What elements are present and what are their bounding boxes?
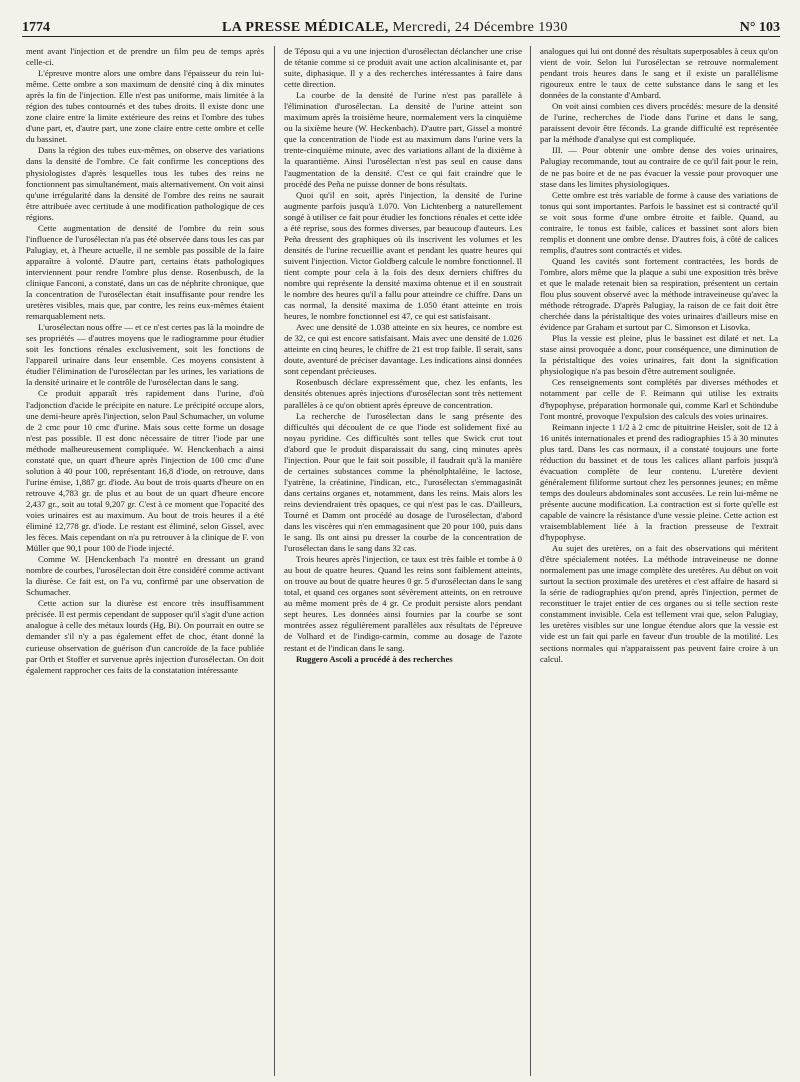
paragraph: Reimann injecte 1 1/2 à 2 cmc de pituitrine Heisler, soit de 12 à 16 unités internationales et prend des radiographies 15 à 30 minutes plus tard. Dans les cas normaux, il a constaté toujours une forte réduction du bassinet et de tous les calices allant parfois jusqu'à évacuation complète de leur contenu. L'uretère devient généralement filiforme surtout chez les personnes jeunes; en même temps des douleurs abdominales sont accusées. Le rein lui-même ne présente aucune modification. La contraction est si forte qu'elle est capable de vaincre la résistance d'une vessie pleine. Cette action est vraisemblablement liée à la fraction presseuse de l'extrait d'hypophyse. (540, 421, 778, 543)
column-rule (530, 46, 531, 1076)
page-number: 1774 (22, 20, 50, 35)
paragraph: Ruggero Ascoli a procédé à des recherches (296, 653, 453, 664)
paragraph: III. — Pour obtenir une ombre dense des voies urinaires, Palugiay recommande, tout au contraire de ce qu'il fait pour le rein, de ne pas boire et de ne pas évacuer la vessie pour provoquer une stase dans les limites physiologiques. (540, 145, 778, 189)
paragraph: Quand les cavités sont fortement contractées, les bords de l'ombre, alors même que la plaque a subi une exposition très brève et que le malade retenait bien sa respiration, présentent un certain flou plus souvent observé avec la méthode intraveineuse qu'avec la méthode rétrograde. D'après Palugiay, la raison de ce fait doit être cherchée dans la péristaltique des voies urinaires d'ailleurs mise en évidence par Graham et surtout par C. Simonson et Lisovka. (540, 255, 778, 333)
paragraph: Quoi qu'il en soit, après l'injection, la densité de l'urine augmente parfois jusqu'à 1.070. Von Lichtenberg a naturellement songé à utiliser ce fait pour étudier les fonctions rénales et cette idée a été reprise, sous des formes diverses, par beaucoup d'auteurs. Les Peña dressent des graphiques où ils inscrivent les volumes et les densités de l'urine recueillie avant et pendant les quatre heures qui suivent l'injection. Victor Goldberg calcule le nombre fonctionnel. Il tient compte pour cela à la fois des deux derniers chiffres du nombre qui représente la densité maxima obtenue et il en soustrait le nombre des heures qu'il a fallu pour atteindre ce chiffre. Dans un cas normal, la densité maxima de 1.050 étant atteinte en trois heures, le nombre fonctionnel est 47, ce qui est satisfaisant. (284, 189, 522, 322)
paragraph: Au sujet des uretères, on a fait des observations qui méritent d'être spécialement notées. La méthode intraveineuse ne donne normalement pas une image complète des uretères. Au début on voit surtout la section proximale des uretères et c'est affaire de hasard si la série de radiographies qu'on prend, après l'injection, permet de reconstituer le trajet entier de ces organes ou si telle section reste constamment invisible. Cela est tellement vrai que, selon Palugiay, les uretères visibles sur une longue étendue alors que la vessie est vide est un fait qui parle en faveur d'un trouble de la motilité. Les sections normales qui n'apparaissent pas peuvent faire croire à un calcul. (540, 543, 778, 664)
text-column-2 (284, 46, 522, 1076)
paragraph: de Téposu qui a vu une injection d'urosélectan déclancher une crise de tétanie comme si ce produit avait une action alcalinisante et, par suite, diphasique. Il y a des recherches intéressantes à faire dans cette direction. (284, 46, 522, 90)
paragraph: Dans la région des tubes eux-mêmes, on observe des variations dans la densité de l'ombre. Ce fait confirme les conceptions des physiologistes d'après lesquelles tous les tubes des reins ne fonctionnent pas simultanément, mais alternativement. On voit ainsi qu'une irrégularité dans la densité de l'ombre des reins ne saurait être attribuée avec certitude à une modification pathologique de ces régions. (26, 145, 264, 222)
paragraph: Cette action sur la diurèse est encore très insuffisamment précisée. Il est permis cependant de supposer qu'il s'agit d'une action analogue à celle des métaux lourds (Hg, Bi). On pourrait en outre se demander s'il n'y a pas également effet de choc, étant donné la curieuse observation de guérison d'un cancroïde de la face publiée par Orth et Stoffer et survenue après injection d'urosélectan. On doit également rapprocher ces faits de la constatation intéressante (26, 598, 264, 675)
text-column-1 (26, 46, 264, 1076)
text-column-3 (540, 46, 778, 1076)
paragraph: L'épreuve montre alors une ombre dans l'épaisseur du rein lui-même. Cette ombre a son maximum de densité cinq à dix minutes après la fin de l'injection. Elle n'est pas uniforme, mais limitée à la région des tubes contournés et des tubes droits. Il existe donc une zone claire entre la limite extérieure des reins et l'ombre des tubes d'une part, et, d'autre part, une zone claire entre cette ombre et celle du bassinet. (26, 68, 264, 145)
paragraph: ment avant l'injection et de prendre un film peu de temps après celle-ci. (26, 46, 264, 68)
page-header (22, 10, 780, 37)
paragraph: Cette augmentation de densité de l'ombre du rein sous l'influence de l'urosélectan n'a pas été observée dans tous les cas par Palugiay, et, à l'heure actuelle, il ne semble pas possible de la faire apparaître à volonté. D'autre part, certains états pathologiques interviennent pour rendre l'ombre plus dense. Rosenbusch, de la clinique Fanconi, a constaté, dans un cas de néphrite chronique, que la concentration de l'urosélectan était insuffisante pour rendre les uretères visibles, mais que, par contre, les reins eux-mêmes étaient remarquablement nets. (26, 222, 264, 322)
paragraph: Rosenbusch déclare expressément que, chez les enfants, les densités obtenues après injections d'urosélectan sont très nettement parallèles à ce qu'on obtient après épreuve de concentration. (284, 377, 522, 410)
column-rule (274, 46, 275, 1076)
paragraph: La courbe de la densité de l'urine n'est pas parallèle à l'élimination d'urosélectan. La densité de l'urine atteint son maximum après la troisième heure, normalement vers la cinquième ou la sixième heure (W. Heckenbach). D'autre part, Gissel a montré que la concentration de l'iode est au maximum dans l'urine vers la trente-cinquième minute, avec des variations allant de la dixième à la quarantième. Ainsi l'urosélectan n'est pas seul en cause dans l'augmentation de la densité. C'est ce qui fait craindre que le procédé des Peña ne puisse donner de bons résultats. (284, 90, 522, 189)
paragraph: Avec une densité de 1.038 atteinte en six heures, ce nombre est de 32, ce qui est encore satisfaisant. Mais avec une densité de 1.026 atteinte en cinq heures, le chiffre de 21 est trop faible. Il serait, sans doute, aventuré de préciser davantage. Les indications ainsi données sont cependant précieuses. (284, 322, 522, 377)
paragraph: Cette ombre est très variable de forme à cause des variations de tonus qui sont importantes. Parfois le bassinet est si contracté qu'il se voit sous forme d'une ombre étroite et faible. Quand, au contraire, le tonus est faible, calices et bassinet sont alors bien remplis et donnent une ombre dense. D'autres fois, à côté de calices remplis, d'autres sont contractés et vides. (540, 189, 778, 255)
paragraph: La recherche de l'urosélectan dans le sang présente des difficultés qui découlent de ce que l'iode est solidement fixé au noyau pyridine. Ces difficultés sont telles que Swick crut tout d'abord que le produit disparaissait du sang, cinq minutes après l'injection. Pour que le fait soit possible, il faudrait qu'à la manière de certaines substances comme la phénolphtaléine, le lactose, l'yatrène, la créatinine, l'indican, etc., l'urosélectan s'emmagasinât dans certains organes et, notamment, dans les reins. Mais alors les reins deviendraient très opaques, ce qui n'est pas le cas. D'ailleurs, Tourné et Damm ont procédé au dosage de l'urosélectan, d'abord dans les viscères qui n'en emmagasinent que 20 pour 100, puis dans le sang. Ils ont ainsi pu dresser la courbe de la concentration de l'urosélectan dans le sang dans 32 cas. (284, 410, 522, 554)
paragraph: analogues qui lui ont donné des résultats superposables à ceux qu'on vient de voir. Selon lui l'urosélectan se retrouve normalement pendant trois heures dans le sang et il existe un parallélisme rigoureux entre le taux de cette substance dans le sang et les données de la constante d'Ambard. (540, 46, 778, 101)
paragraph: Plus la vessie est pleine, plus le bassinet est dilaté et net. La stase ainsi provoquée a donc, pour conséquence, une diminution de la péristaltique des voies urinaires, fait dont la signification physiologique n'a pas besoin d'être autrement soulignée. (540, 333, 778, 377)
issue-number: N° 103 (739, 20, 780, 35)
paragraph: On voit ainsi combien ces divers procédés: mesure de la densité de l'urine, recherches de l'iode dans l'urine et dans le sang, paraissent devoir être féconds. La grande difficulté est représentée par la méthode d'analyse qui est compliquée. (540, 101, 778, 145)
journal-name: LA PRESSE MÉDICALE, (221, 20, 389, 35)
running-title (222, 20, 568, 36)
paragraph: L'urosélectan nous offre — et ce n'est certes pas là la moindre de ses propriétés — d'autres moyens que le radiogramme pour étudier soit les fonctions rénales exclusivement, soit les fonctions de l'appareil urinaire dans leur ensemble. Ces moyens consistent à étudier l'élimination de l'urosélectan par les urines, les variations de la densité urinaire et le contrôle de l'urosélectan dans le sang. (26, 322, 264, 388)
issue-date: Mercredi, 24 Décembre 1930 (392, 20, 568, 35)
paragraph: Trois heures après l'injection, ce taux est très faible et tombe à 0 au bout de quatre heures. Quand les reins sont faiblement atteints, on trouve au bout de quatre heures 0 gr. 5 d'urosélectan dans le sang total, et quand ces organes sont sévèrement atteints, on en retrouve au même moment près de 4 gr. Ce produit persiste alors pendant sept heures. Les données ainsi fournies par la courbe se sont montrées assez régulièrement parallèles aux résultats de l'épreuve de Volhard et de l'indigo-carmin, comme au dosage de l'azote restant et de l'indican dans le sang. (284, 554, 522, 653)
paragraph: Comme W. [Henckenbach l'a montré en dressant un grand nombre de courbes, l'urosélectan doit être considéré comme activant la diurèse. Ce fait est, on l'a vu, confirmé par une observation de Schumacher. (26, 554, 264, 598)
paragraph: Ce produit apparaît très rapidement dans l'urine, d'où l'adjonction d'acide le précipite en nature. Le précipité occupe alors, une demi-heure après l'injection, selon Paul Schumacher, un volume de 2 cmc pour 10 cmc d'urine. Mais sous cette forme un dosage n'est pas possible. Il est donc nécessaire de titrer l'iode par une méthode malheureusement compliquée. W. Henckenbach a ainsi constaté que, un quart d'heure après l'injection de 100 cmc d'une solution à 40 pour 100, représentant 16,8 d'iode, on retrouve, dans l'urine émise, 1,887 gr. d'iode. Au bout de trois quarts d'heure on en retrouve 4,783 gr. de plus et au bout de un quart d'heure encore 2,437 gr., soit au total 9,207 gr. C'est à ce moment que l'opacité des voies urinaires est au maximum. Au bout de trois heures il a été éliminé 12,778 gr. d'iode. Le restant est éliminé, selon Gissel, avec les fèces. Mais cependant on n'a pu retrouver à la clinique de F. von Müller que 90,1 pour 100 de l'iode injecté. (26, 388, 264, 554)
paragraph: Ces renseignements sont complétés par diverses méthodes et notamment par celle de F. Reimann qui utilise les extraits d'hypophyse, préparation hormonale qui, comme Karl et Schöndube l'ont montré, provoque l'expulsion des calculs des voies urinaires. (540, 377, 778, 421)
